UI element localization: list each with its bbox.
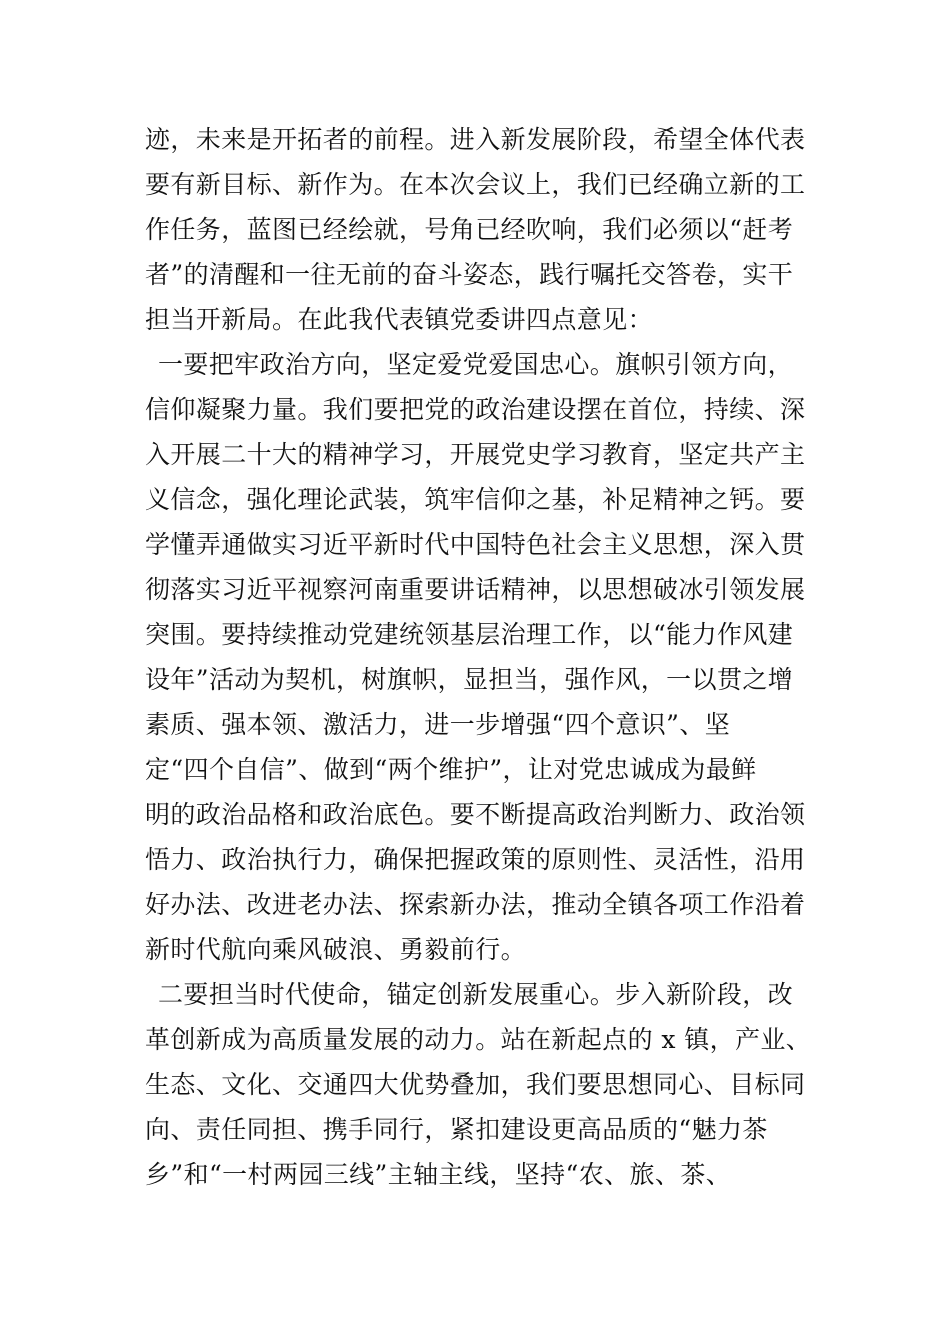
text-line: 彻落实习近平视察河南重要讲话精神，以思想破冰引领发展 — [145, 575, 806, 604]
text-line: 生态、文化、交通四大优势叠加，我们要思想同心、目标同 — [145, 1070, 806, 1099]
text-line: 义信念，强化理论武装，筑牢信仰之基，补足精神之钙。要 — [145, 485, 806, 514]
text-line: 素质、强本领、激活力，进一步增强“四个意识”、坚 — [145, 710, 731, 739]
text-line: 向、责任同担、携手同行，紧扣建设更高品质的“魅力茶 — [145, 1115, 768, 1144]
paragraph-first-line: 一要把牢政治方向，坚定爱党爱国忠心。旗帜引领方向， — [158, 350, 794, 379]
text-line: 担当开新局。在此我代表镇党委讲四点意见： — [145, 305, 654, 334]
text-line: 学懂弄通做实习近平新时代中国特色社会主义思想，深入贯 — [145, 530, 806, 559]
text-line: 突围。要持续推动党建统领基层治理工作，以“能力作风建 — [145, 620, 794, 649]
text-line: 入开展二十大的精神学习，开展党史学习教育，坚定共产主 — [145, 440, 806, 469]
text-line: 迹，未来是开拓者的前程。进入新发展阶段，希望全体代表 — [145, 125, 806, 154]
text-line: 新时代航向乘风破浪、勇毅前行。 — [145, 935, 527, 964]
text-line: 者”的清醒和一往无前的奋斗姿态，践行嘱托交答卷，实干 — [145, 260, 794, 289]
text-line: 明的政治品格和政治底色。要不断提高政治判断力、政治领 — [145, 800, 806, 829]
paragraph-first-line: 二要担当时代使命，锚定创新发展重心。步入新阶段，改 — [158, 980, 794, 1009]
text-line: 乡”和“一村两园三线”主轴主线，坚持“农、旅、茶、 — [145, 1160, 732, 1189]
text-line: 好办法、改进老办法、探索新办法，推动全镇各项工作沿着 — [145, 890, 806, 919]
text-line: 定“四个自信”、做到“两个维护”，让对党忠诚成为最鲜 — [145, 755, 757, 784]
text-line: 信仰凝聚力量。我们要把党的政治建设摆在首位，持续、深 — [145, 395, 806, 424]
text-line: 悟力、政治执行力，确保把握政策的原则性、灵活性，沿用 — [145, 845, 806, 874]
text-line: 作任务，蓝图已经绘就，号角已经吹响，我们必须以“赶考 — [145, 215, 794, 244]
text-line: 革创新成为高质量发展的动力。站在新起点的 x 镇，产业、 — [145, 1025, 812, 1054]
text-line: 要有新目标、新作为。在本次会议上，我们已经确立新的工 — [145, 170, 806, 199]
text-line: 设年”活动为契机，树旗帜，显担当，强作风，一以贯之增 — [145, 665, 794, 694]
